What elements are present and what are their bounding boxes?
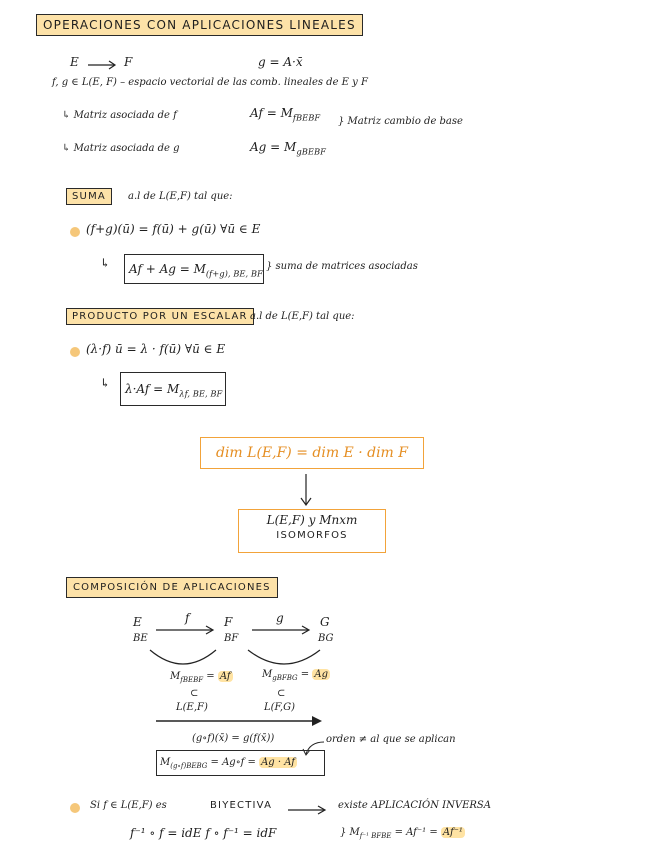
sum-text: a.l de L(E,F) tal que:: [128, 191, 233, 202]
comp-long-arrow: [156, 716, 322, 726]
dimension-down-arrow: [300, 474, 312, 508]
comp-lef: L(E,F): [176, 702, 208, 713]
inverse-condition: Si f ∈ L(E,F) es: [90, 800, 167, 811]
comp-matrix-box: $M_{(g\circ f)BEBG}$ = Ag∘f = Ag · Af: [156, 750, 325, 776]
scalar-bullet: [70, 347, 80, 357]
comp-f-label: f: [185, 611, 190, 625]
assoc-g-formula: $Ag = M_{gBEBF}$: [250, 140, 326, 157]
order-note: orden ≠ al que se aplican: [326, 734, 456, 745]
change-basis-note: } Matriz cambio de base: [338, 116, 463, 127]
comp-mg-subset: ⊂: [277, 688, 286, 699]
inverse-bullet: [70, 803, 80, 813]
scalar-matrix-box: $\lambda\cdot Af = M_{\lambda f, BE, BF}$: [120, 372, 226, 406]
isomorphism-spaces: L(E,F) y Mnxm: [266, 513, 358, 527]
inverse-result-highlight: Af⁻¹: [442, 827, 463, 838]
inverse-arrow: [288, 805, 328, 815]
scalar-heading: PRODUCTO POR UN ESCALAR: [66, 308, 254, 325]
comp-arrow-g: [252, 625, 312, 635]
comp-g-label: g: [276, 611, 284, 625]
sum-rule: (f+g)(ū) = f(ū) + g(ū) ∀ū ∈ E: [86, 222, 261, 236]
codomain-F: F: [124, 55, 133, 69]
domain-E: E: [70, 55, 79, 69]
space-definition: f, g ∈ L(E, F) – espacio vectorial de las comb. lineales de E y F: [52, 77, 368, 88]
map-arrow: [88, 60, 118, 70]
inverse-exists: existe APLICACIÓN INVERSA: [338, 800, 491, 811]
isomorphism-word: ISOMORFOS: [276, 530, 348, 541]
sum-heading: SUMA: [66, 188, 112, 205]
scalar-text: a.l de L(E,F) tal que:: [250, 311, 355, 322]
comp-mf-subset: ⊂: [190, 688, 199, 699]
comp-af-highlight: Af: [219, 671, 231, 682]
inverse-bijective: BIYECTIVA: [210, 800, 273, 811]
comp-E: E: [133, 615, 142, 629]
comp-BE: BE: [133, 633, 148, 644]
comp-lfg: L(F,G): [264, 702, 295, 713]
comp-arrow-f: [156, 625, 216, 635]
sum-bullet: [70, 227, 80, 237]
scalar-rule: (λ·f) ū = λ · f(ū) ∀ū ∈ E: [86, 342, 226, 356]
page-title: OPERACIONES CON APLICACIONES LINEALES: [36, 14, 363, 36]
comp-ag-highlight: Ag: [314, 669, 328, 680]
assoc-f-formula: $Af = M_{fBEBF}$: [250, 106, 321, 123]
assoc-f-label: ↳ Matriz asociada de f: [62, 110, 177, 121]
inverse-matrix: } $M_{f^{-1} BFBE} = Af^{-1} = Af^{-1}$: [340, 827, 463, 840]
comp-F: F: [224, 615, 233, 629]
sum-arrow: ↳: [100, 256, 111, 270]
inverse-identities: f⁻¹ ∘ f = idE f ∘ f⁻¹ = idF: [130, 826, 277, 840]
comp-G: G: [320, 615, 330, 629]
assoc-g-label: ↳ Matriz asociada de g: [62, 143, 180, 154]
isomorphism-box: [238, 509, 386, 553]
comp-BF: BF: [224, 633, 239, 644]
scalar-arrow: ↳: [100, 376, 111, 390]
comp-mg: $M_{gBFBG} = Ag$: [262, 669, 328, 682]
comp-curve-f: [148, 648, 218, 672]
sum-matrix-box: $Af + Ag = M_{(f+g), BE, BF}$: [124, 254, 264, 284]
dimension-formula-box: dim L(E,F) = dim E · dim F: [200, 437, 424, 469]
composition-heading: COMPOSICIÓN DE APLICACIONES: [66, 577, 278, 598]
comp-rule: (g∘f)(x̄) = g(f(x̄)): [192, 733, 275, 744]
sum-note: } suma de matrices asociadas: [266, 261, 418, 272]
comp-BG: BG: [318, 633, 334, 644]
map-formula: g = A·x̄: [258, 55, 303, 69]
comp-mf: $M_{fBEBF} = Af$: [170, 671, 231, 684]
comp-product-highlight: Ag · Af: [261, 757, 295, 768]
